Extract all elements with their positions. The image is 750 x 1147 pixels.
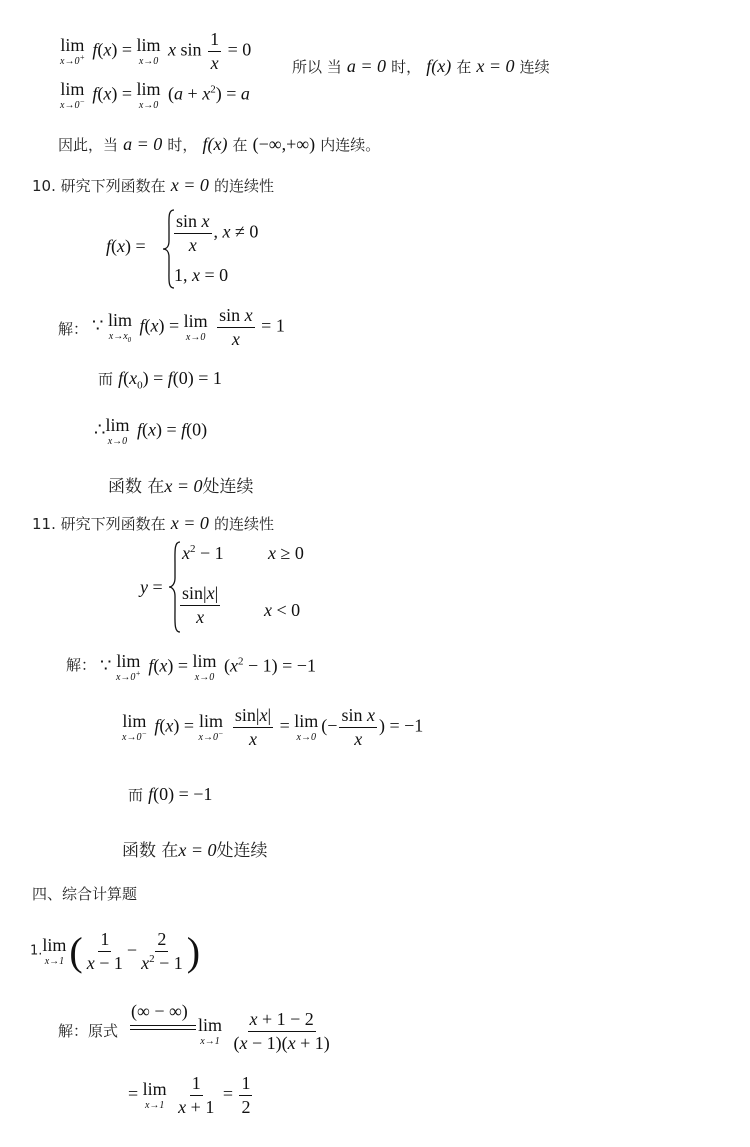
problem-10-solution-label: 解：: [58, 320, 89, 338]
problem-11-case2-cond: x < 0: [264, 600, 301, 620]
problem-11-left-limit: lim x→0− f(x) = lim x→0− $\frac{\sin|x|}{x}$ = lim x→0 (− $\frac{\text{sin x}}{x}$ ) = −1: [122, 705, 424, 749]
limit-right-line: lim x→0+ f(x) = lim x→0 x sin $\frac{1}{x}$ = 0: [60, 29, 252, 73]
problem-11-conclusion: 函数 在x = 0处连续: [122, 840, 268, 861]
section-4-heading: 四、综合计算题: [32, 885, 138, 903]
problem-10-case1: $\frac{\text{sin x}}{x}$ , x ≠ 0: [176, 211, 259, 255]
problem-10-limit: ∵ lim $x\to x_0$ f(x) = lim x→0 $\frac{\text{sin x}}{x}$ = 1: [92, 305, 285, 349]
section-4-problem-1: 1. lim x→1 ( $\frac{1}{x - 1}$ − $\frac{2}{x^2 - 1}$ ): [30, 928, 201, 974]
problem-10-fx-label: f(x) =: [106, 236, 146, 256]
problem-11-case1: $x^2 - 1$: [182, 543, 224, 563]
problem-11-case1-cond: x ≥ 0: [268, 543, 304, 563]
problem-11-value: 而 f(0) = −1: [128, 784, 213, 804]
problem-11-case2: $\frac{\sin|x|}{x}$: [182, 583, 219, 627]
limit-left-line: lim x→0− f(x) = lim x→0 $(a + x^2) = a$: [60, 79, 250, 111]
equals-bar: [130, 1029, 196, 1030]
section-4-step-2: = lim x→1 $\frac{1}{x + 1}$ = $\frac{1}{2}$: [128, 1073, 251, 1117]
problem-10-therefore: ∴ lim x→0 f(x) = f(0): [94, 415, 208, 447]
problem-10-value: 而 $f(x_0) = f(0) = 1$: [98, 368, 222, 392]
problem-10-case2: 1, x = 0: [174, 265, 229, 285]
problem-11-title: 11. 研究下列函数在 x = 0 的连续性: [32, 513, 274, 533]
equals-bar: [130, 1025, 196, 1026]
continuity-note: 所以 当 a = 0 时， f(x) 在 x = 0 连续: [292, 56, 550, 76]
indeterminate-form: (∞ − ∞): [131, 1001, 188, 1021]
problem-10-conclusion: 函数 在x = 0处连续: [108, 476, 254, 497]
problem-11-solution-label: 解：: [66, 656, 97, 674]
intro-conclusion: 因此，当 a = 0 时， f(x) 在 (−∞,+∞) 内连续。: [58, 134, 381, 154]
section-4-solution-label: 解：原式: [58, 1022, 119, 1040]
problem-11-y-label: y =: [140, 577, 163, 597]
section-4-step-1: lim x→1 $\frac{x + 1 - 2}{(x - 1)(x + 1)}$: [198, 1009, 330, 1053]
problem-11-right-limit: ∵ lim x→0+ f(x) = lim x→0 $(x^2 - 1) = -1$: [100, 651, 316, 683]
problem-10-title: 10. 研究下列函数在 x = 0 的连续性: [32, 175, 274, 195]
